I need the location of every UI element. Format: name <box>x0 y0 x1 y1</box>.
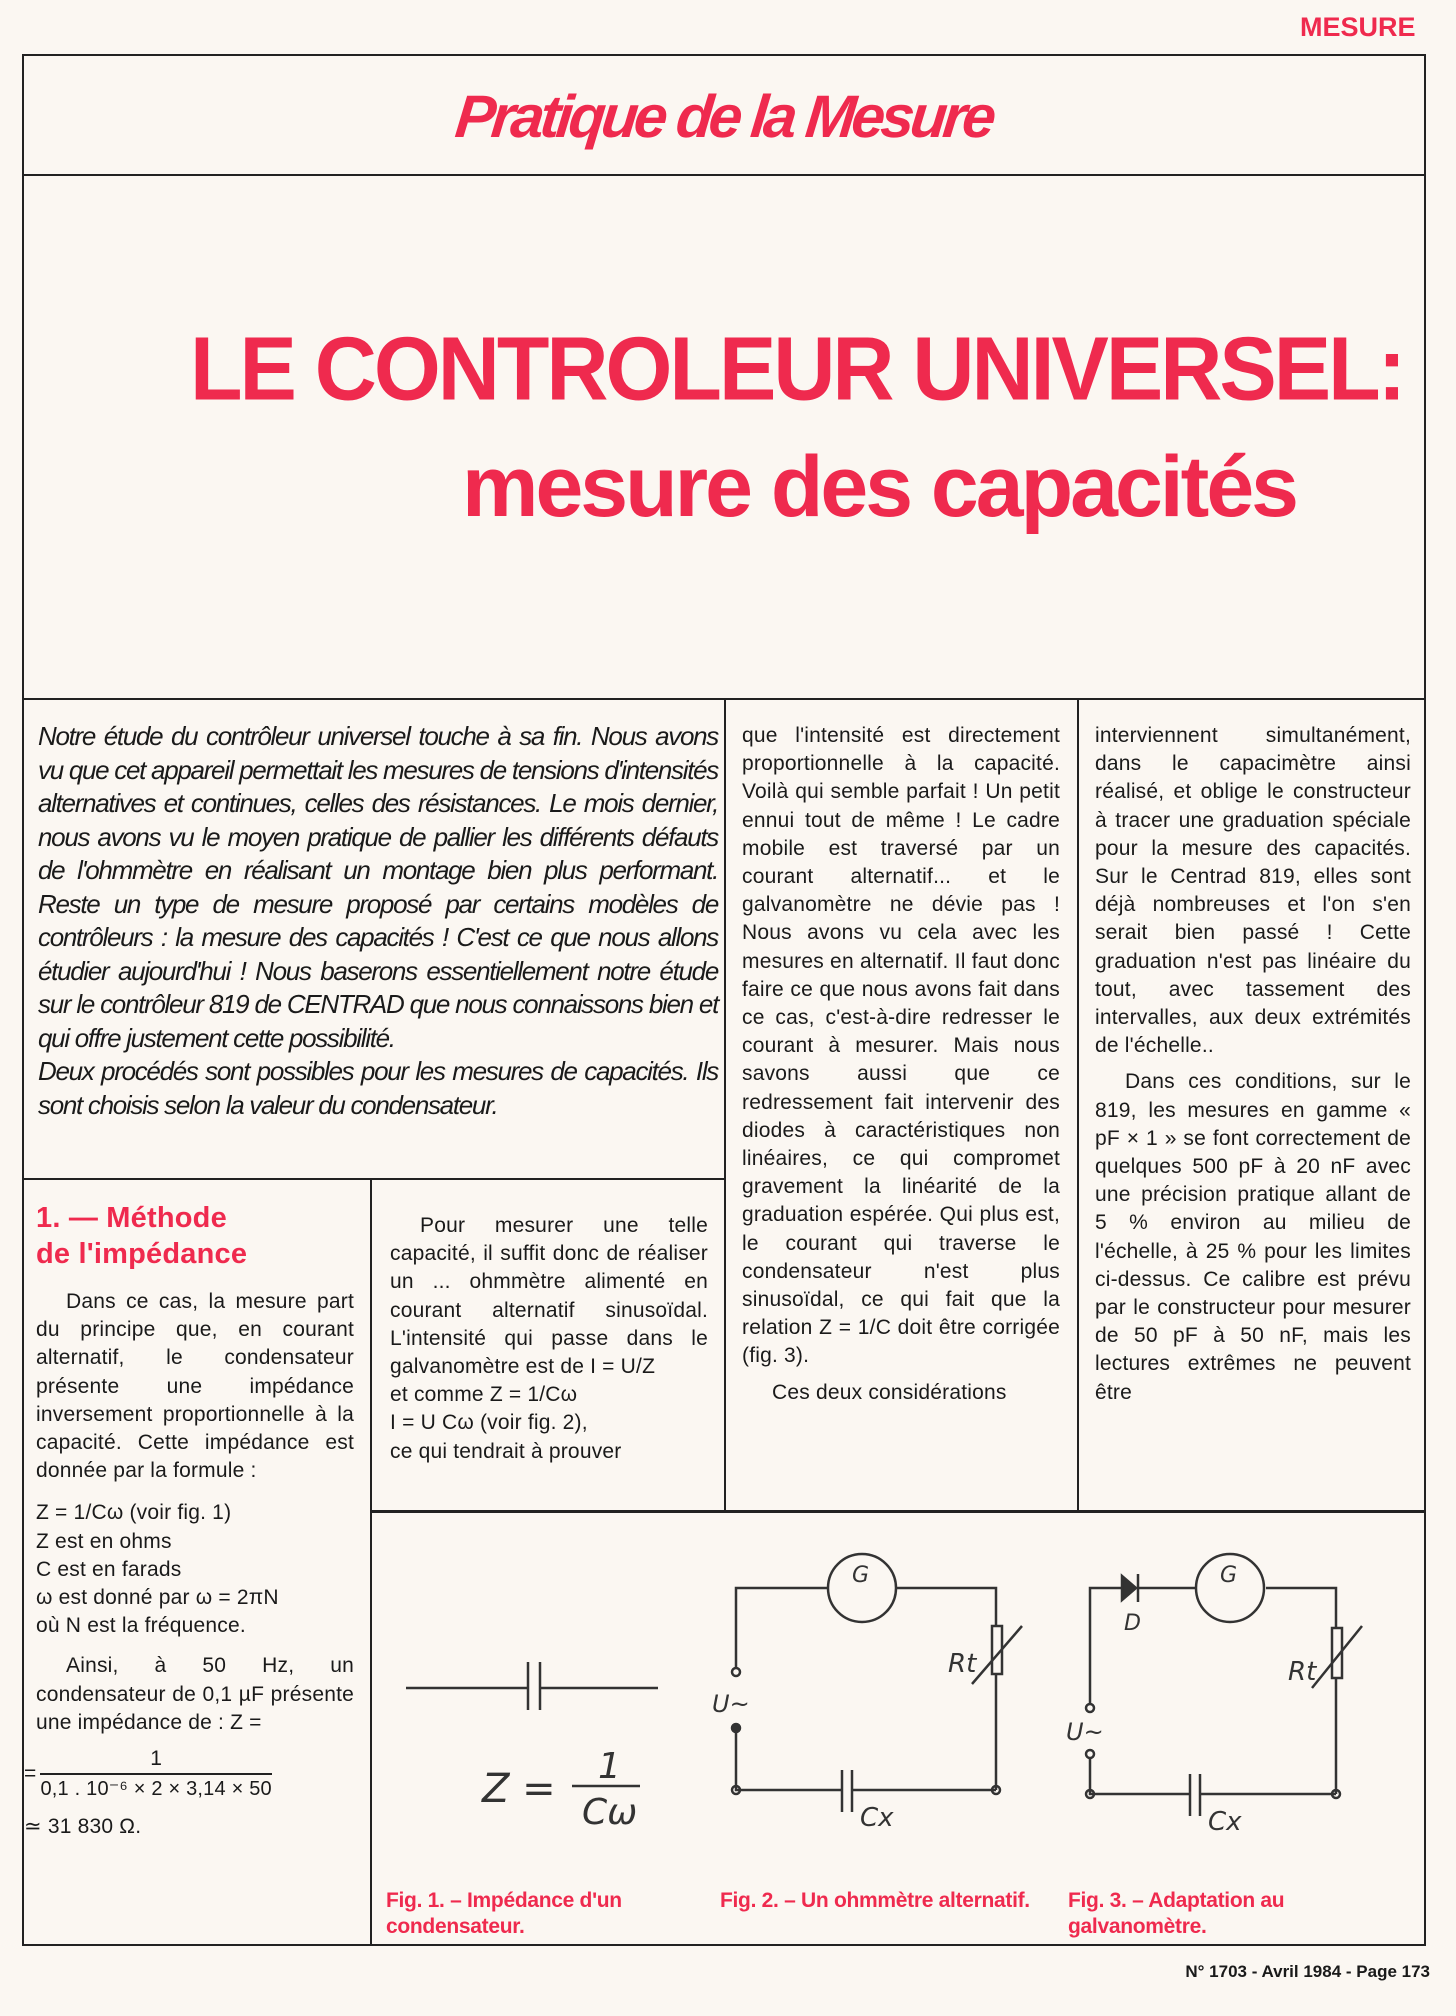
fig3-diode-label: D <box>1124 1611 1141 1636</box>
fig3-source-label: U~ <box>1066 1718 1104 1746</box>
fig2-galvanometer-label: G <box>852 1563 870 1588</box>
impedance-fraction <box>24 1745 354 1803</box>
formula-line: C est en farads <box>36 1557 182 1581</box>
fraction-denominator: 0,1 . 10⁻⁶ × 2 × 3,14 × 50 <box>40 1778 272 1801</box>
fig1-formula-lhs: Z = <box>482 1766 556 1812</box>
text-line: I = U Cω (voir fig. 2), <box>390 1411 588 1435</box>
paragraph: interviennent simultanément, dans le capacimètre ainsi réalisé, et oblige le constructeur à tracer une graduation spéciale pour la mesure des capacités. Sur le Centrad 819, elles sont déjà nombreuses et l'on s'en serait bien passé ! Cette graduation n'est pas linéaire du tout, avec tassement des intervalles, aux deux extrémités de l'échelle.. <box>1095 724 1411 1058</box>
intro-paragraph: Deux procédés sont possibles pour les mesures de capacités. Ils sont choisis selon la valeur du condensateur. <box>38 1056 718 1120</box>
text-line: ce qui tendrait à prouver <box>390 1439 622 1463</box>
formula-line: Z = 1/Cω (voir fig. 1) <box>36 1501 232 1525</box>
fraction-numerator: 1 <box>40 1745 271 1775</box>
column-rule <box>724 698 726 1512</box>
fig2-source-label: U~ <box>712 1690 750 1718</box>
fig2-capacitor-label: Cx <box>860 1803 894 1833</box>
fig3-capacitor-label: Cx <box>1208 1807 1242 1837</box>
series-title: Pratique de la Mesure <box>452 83 996 150</box>
headline-line1: LE CONTROLEUR UNIVERSEL: <box>190 318 1404 420</box>
column-pour-mesurer <box>390 1212 708 1466</box>
formula-list <box>36 1499 354 1640</box>
paragraph: Dans ces conditions, sur le 819, les mesures en gamme « pF × 1 » se font correctement de quelques 500 pF à 20 nF avec une précision pratique allant de 5 % environ au milieu de l'échelle, à 25 % pour les limites ci-dessus. Ce calibre est prévu par le constructeur pour mesurer de 50 pF à 50 nF, mais les lectures extrêmes ne peuvent être <box>1095 1070 1411 1404</box>
headline-line2: mesure des capacités <box>462 439 1296 535</box>
circuit-diagrams <box>372 1512 1424 1882</box>
section-rubric: MESURE <box>1300 12 1416 42</box>
paragraph: Ces deux considérations <box>772 1380 1007 1404</box>
impedance-result: ≃ 31 830 Ω. <box>24 1815 142 1839</box>
figures-panel <box>372 1512 1424 1944</box>
page-footer: N° 1703 - Avril 1984 - Page 173 <box>1185 1962 1430 1981</box>
intro-paragraph: Notre étude du contrôleur universel touche à sa fin. Nous avons vu que cet appareil permettait les mesures de tensions d'intensités alternatives et continues, celles des résistances. Le mois dernier, nous avons vu le moyen pratique de pallier les différents défauts de l'ohmmètre en réalisant un montage bien plus performant. Reste un type de mesure proposé par certains modèles de contrôleurs : la mesure des capacités ! C'est ce que nous allons étudier aujourd'hui ! Nous baserons essentiellement notre étude sur le contrôleur 819 de CENTRAD que nous connaissons bien et qui offre justement cette possibilité. <box>38 721 718 1053</box>
paragraph: Pour mesurer une telle capacité, il suffit donc de réaliser un ... ohmmètre alimenté en courant alternatif sinusoïdal. L'intensité qui passe dans le galvanomètre est de I = U/Z <box>390 1214 708 1379</box>
fig3-resistor-label: Rt <box>1288 1657 1317 1687</box>
column-rule <box>1077 698 1079 1512</box>
divider <box>22 174 1426 176</box>
fig1-formula-den: Cω <box>582 1792 638 1833</box>
section-impedance <box>24 1200 354 1842</box>
divider <box>22 1178 726 1180</box>
section-title-line: 1. — Méthode <box>36 1202 227 1234</box>
column-2 <box>742 722 1060 1415</box>
fig3-caption: Fig. 3. – Adaptation au galvanomètre. <box>1068 1889 1285 1938</box>
fig2-circuit <box>732 1588 1022 1812</box>
fig1-formula-num: 1 <box>598 1746 621 1787</box>
text-line: et comme Z = 1/Cω <box>390 1383 578 1407</box>
section-title <box>36 1200 354 1272</box>
formula-line: Z est en ohms <box>36 1529 172 1553</box>
paragraph: Dans ce cas, la mesure part du principe que, en courant alternatif, le condensateur présente une impédance inversement proportionnelle à la capacité. Cette impédance est donnée par la formule : <box>36 1290 354 1483</box>
formula-line: ω est donné par ω = 2πN <box>36 1586 279 1610</box>
fig2-resistor-label: Rt <box>948 1649 977 1679</box>
fig1-caption: Fig. 1. – Impédance d'un condensateur. <box>386 1889 622 1938</box>
paragraph: Ainsi, à 50 Hz, un condensateur de 0,1 µF présente une impédance de : Z = <box>36 1654 354 1734</box>
section-title-line: de l'impédance <box>36 1238 248 1270</box>
fig1-capacitor-symbol <box>406 1662 658 1710</box>
equals-sign: = <box>24 1762 37 1786</box>
fig3-galvanometer-label: G <box>1220 1563 1238 1588</box>
intro-chapeau <box>38 720 718 1122</box>
column-3 <box>1095 722 1411 1415</box>
paragraph: que l'intensité est directement proportionnelle à la capacité. Voilà qui semble parfait ! Un petit ennui tout de même ! Le cadre mobile est traversé par un courant alternatif... et le galvanomètre ne dévie pas ! Nous avons vu cela avec les mesures en alternatif. Il faut donc faire ce que nous avons fait dans ce cas, c'est-à-dire redresser le courant à mesurer. Mais nous savons aussi que ce redressement fait intervenir des diodes à caractéristiques non linéaires, ce qui compromet gravement la linéarité de la graduation espérée. Qui plus est, le courant qui traverse le condensateur n'est plus sinusoïdal, ce qui fait que la relation Z = 1/C doit être corrigée (fig. 3). <box>742 724 1060 1368</box>
formula-line: où N est la fréquence. <box>36 1614 246 1638</box>
fig2-caption: Fig. 2. – Un ohmmètre alternatif. <box>720 1889 1030 1912</box>
